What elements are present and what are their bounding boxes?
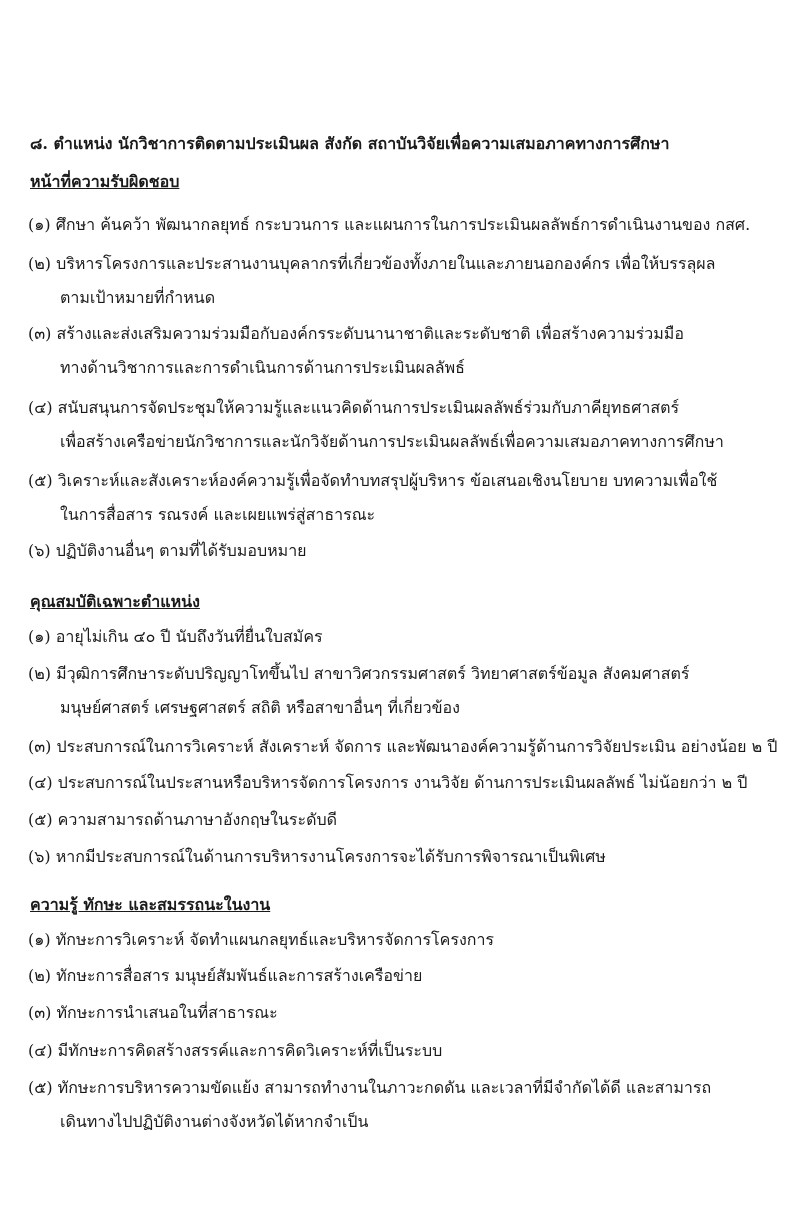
duty-item-3-cont: ทางด้านวิชาการและการดำเนินการด้านการประเมินผลลัพธ์ xyxy=(60,358,465,377)
skills-heading: ความรู้ ทักษะ และสมรรถนะในงาน xyxy=(30,895,271,914)
duty-item-2-cont: ตามเป้าหมายที่กำหนด xyxy=(60,288,216,307)
skill-item-5: (๕) ทักษะการบริหารความขัดแย้ง สามารถทำงานในภาวะกดดัน และเวลาที่มีจำกัดได้ดี และสามารถ xyxy=(28,1078,712,1097)
qualification-item-4: (๔) ประสบการณ์ในประสานหรือบริหารจัดการโครงการ งานวิจัย ด้านการประเมินผลลัพธ์ ไม่น้อยกว่า ๒ ปี xyxy=(28,773,748,792)
qualification-item-3: (๓) ประสบการณ์ในการวิเคราะห์ สังเคราะห์ จัดการ และพัฒนาองค์ความรู้ด้านการวิจัยประเมิน อย่างน้อย ๒ ปี xyxy=(28,737,778,756)
qualification-item-2-cont: มนุษย์ศาสตร์ เศรษฐศาสตร์ สถิติ หรือสาขาอื่นๆ ที่เกี่ยวข้อง xyxy=(60,698,460,717)
skill-item-5-cont: เดินทางไปปฏิบัติงานต่างจังหวัดได้หากจำเป็น xyxy=(60,1112,369,1131)
position-title: ๘. ตำแหน่ง นักวิชาการติดตามประเมินผล สังกัด สถาบันวิจัยเพื่อความเสมอภาคทางการศึกษา xyxy=(30,134,670,153)
duties-heading: หน้าที่ความรับผิดชอบ xyxy=(30,172,180,191)
duty-item-3: (๓) สร้างและส่งเสริมความร่วมมือกับองค์กรระดับนานาชาติและระดับชาติ เพื่อสร้างความร่วมมือ xyxy=(28,324,684,343)
skill-item-2: (๒) ทักษะการสื่อสาร มนุษย์สัมพันธ์และการสร้างเครือข่าย xyxy=(28,966,423,985)
qualification-item-2: (๒) มีวุฒิการศึกษาระดับปริญญาโทขึ้นไป สาขาวิศวกรรมศาสตร์ วิทยาศาสตร์ข้อมูล สังคมศาสตร์ xyxy=(28,664,690,683)
duty-item-1: (๑) ศึกษา ค้นคว้า พัฒนากลยุทธ์ กระบวนการ และแผนการในการประเมินผลลัพธ์การดำเนินงานของ กสศ. xyxy=(28,215,751,234)
duty-item-5-cont: ในการสื่อสาร รณรงค์ และเผยแพร่สู่สาธารณะ xyxy=(60,505,376,524)
qualification-item-5: (๕) ความสามารถด้านภาษาอังกฤษในระดับดี xyxy=(28,810,338,829)
duty-item-4: (๔) สนับสนุนการจัดประชุมให้ความรู้และแนวคิดด้านการประเมินผลลัพธ์ร่วมกับภาคียุทธศาสตร์ xyxy=(28,398,680,417)
qualification-item-1: (๑) อายุไม่เกิน ๔๐ ปี นับถึงวันที่ยื่นใบสมัคร xyxy=(28,627,323,646)
skill-item-4: (๔) มีทักษะการคิดสร้างสรรค์และการคิดวิเคราะห์ที่เป็นระบบ xyxy=(28,1041,443,1060)
duty-item-5: (๕) วิเคราะห์และสังเคราะห์องค์ความรู้เพื่อจัดทำบทสรุปผู้บริหาร ข้อเสนอเชิงนโยบาย บทความเพื่อใช้ xyxy=(28,471,718,490)
duty-item-6: (๖) ปฏิบัติงานอื่นๆ ตามที่ได้รับมอบหมาย xyxy=(28,541,307,560)
duty-item-2: (๒) บริหารโครงการและประสานงานบุคลากรที่เกี่ยวข้องทั้งภายในและภายนอกองค์กร เพื่อให้บรรลุผล xyxy=(28,254,716,273)
skill-item-3: (๓) ทักษะการนำเสนอในที่สาธารณะ xyxy=(28,1003,278,1022)
qualifications-heading: คุณสมบัติเฉพาะตำแหน่ง xyxy=(30,592,200,611)
skill-item-1: (๑) ทักษะการวิเคราะห์ จัดทำแผนกลยุทธ์และบริหารจัดการโครงการ xyxy=(28,930,495,949)
duty-item-4-cont: เพื่อสร้างเครือข่ายนักวิชาการและนักวิจัยด้านการประเมินผลลัพธ์เพื่อความเสมอภาคทางการศึกษา xyxy=(60,432,724,451)
qualification-item-6: (๖) หากมีประสบการณ์ในด้านการบริหารงานโครงการจะได้รับการพิจารณาเป็นพิเศษ xyxy=(28,847,606,866)
